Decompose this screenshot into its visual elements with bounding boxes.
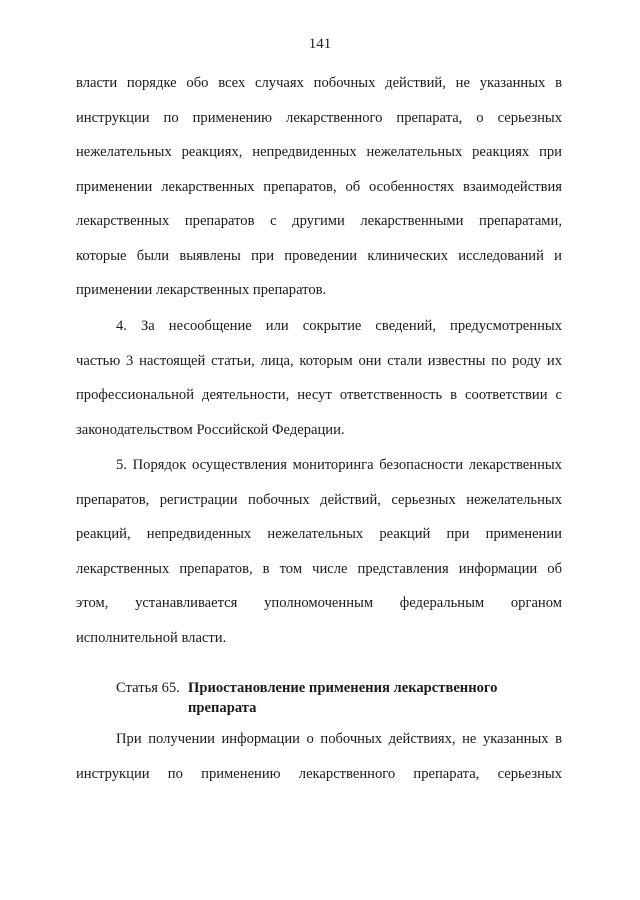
text-line: реакций, непредвиденных нежелательных реакций при применении bbox=[76, 526, 562, 542]
article-title-continued: препарата bbox=[188, 700, 257, 716]
text-line: частью 3 настоящей статьи, лица, которым они стали известны по роду их bbox=[76, 352, 562, 369]
page-number: 141 bbox=[308, 36, 332, 52]
text-line: законодательством Российской Федерации. bbox=[76, 421, 345, 438]
article-title: Приостановление применения лекарственного bbox=[188, 680, 498, 696]
text-line: нежелательных реакциях, непредвиденных нежелательных реакциях при bbox=[76, 144, 562, 160]
paragraph-article-65 bbox=[76, 722, 562, 791]
text-line: исполнительной власти. bbox=[76, 629, 227, 646]
text-line: применении лекарственных препаратов. bbox=[76, 282, 327, 298]
text-line: При получении информации о побочных действиях, не указанных в bbox=[116, 731, 562, 747]
text-line: препаратов, регистрации побочных действий, серьезных нежелательных bbox=[76, 491, 562, 508]
text-line: профессиональной деятельности, несут ответственность в соответствии с bbox=[76, 387, 562, 403]
text-line: инструкции по применению лекарственного препарата, о серьезных bbox=[76, 109, 562, 126]
paragraph-4 bbox=[76, 309, 562, 447]
text-line: этом, устанавливается уполномоченным федеральным органом bbox=[76, 595, 562, 611]
text-line: 5. Порядок осуществления мониторинга безопасности лекарственных bbox=[116, 457, 562, 473]
text-line: лекарственных препаратов с другими лекарственными препаратами, bbox=[76, 213, 562, 229]
paragraph-continued bbox=[76, 66, 562, 308]
article-label: Статья 65. bbox=[116, 680, 180, 696]
text-line: применении лекарственных препаратов, об особенностях взаимодействия bbox=[76, 178, 562, 195]
text-line: власти порядке обо всех случаях побочных действий, не указанных в bbox=[76, 75, 562, 91]
text-line: лекарственных препаратов, в том числе представления информации об bbox=[76, 560, 562, 577]
paragraph-5 bbox=[76, 448, 562, 655]
text-line: 4. За несообщение или сокрытие сведений, предусмотренных bbox=[116, 318, 562, 334]
text-line: инструкции по применению лекарственного препарата, серьезных bbox=[76, 765, 562, 782]
article-heading bbox=[116, 678, 562, 718]
text-line: которые были выявлены при проведении клинических исследований и bbox=[76, 247, 562, 264]
